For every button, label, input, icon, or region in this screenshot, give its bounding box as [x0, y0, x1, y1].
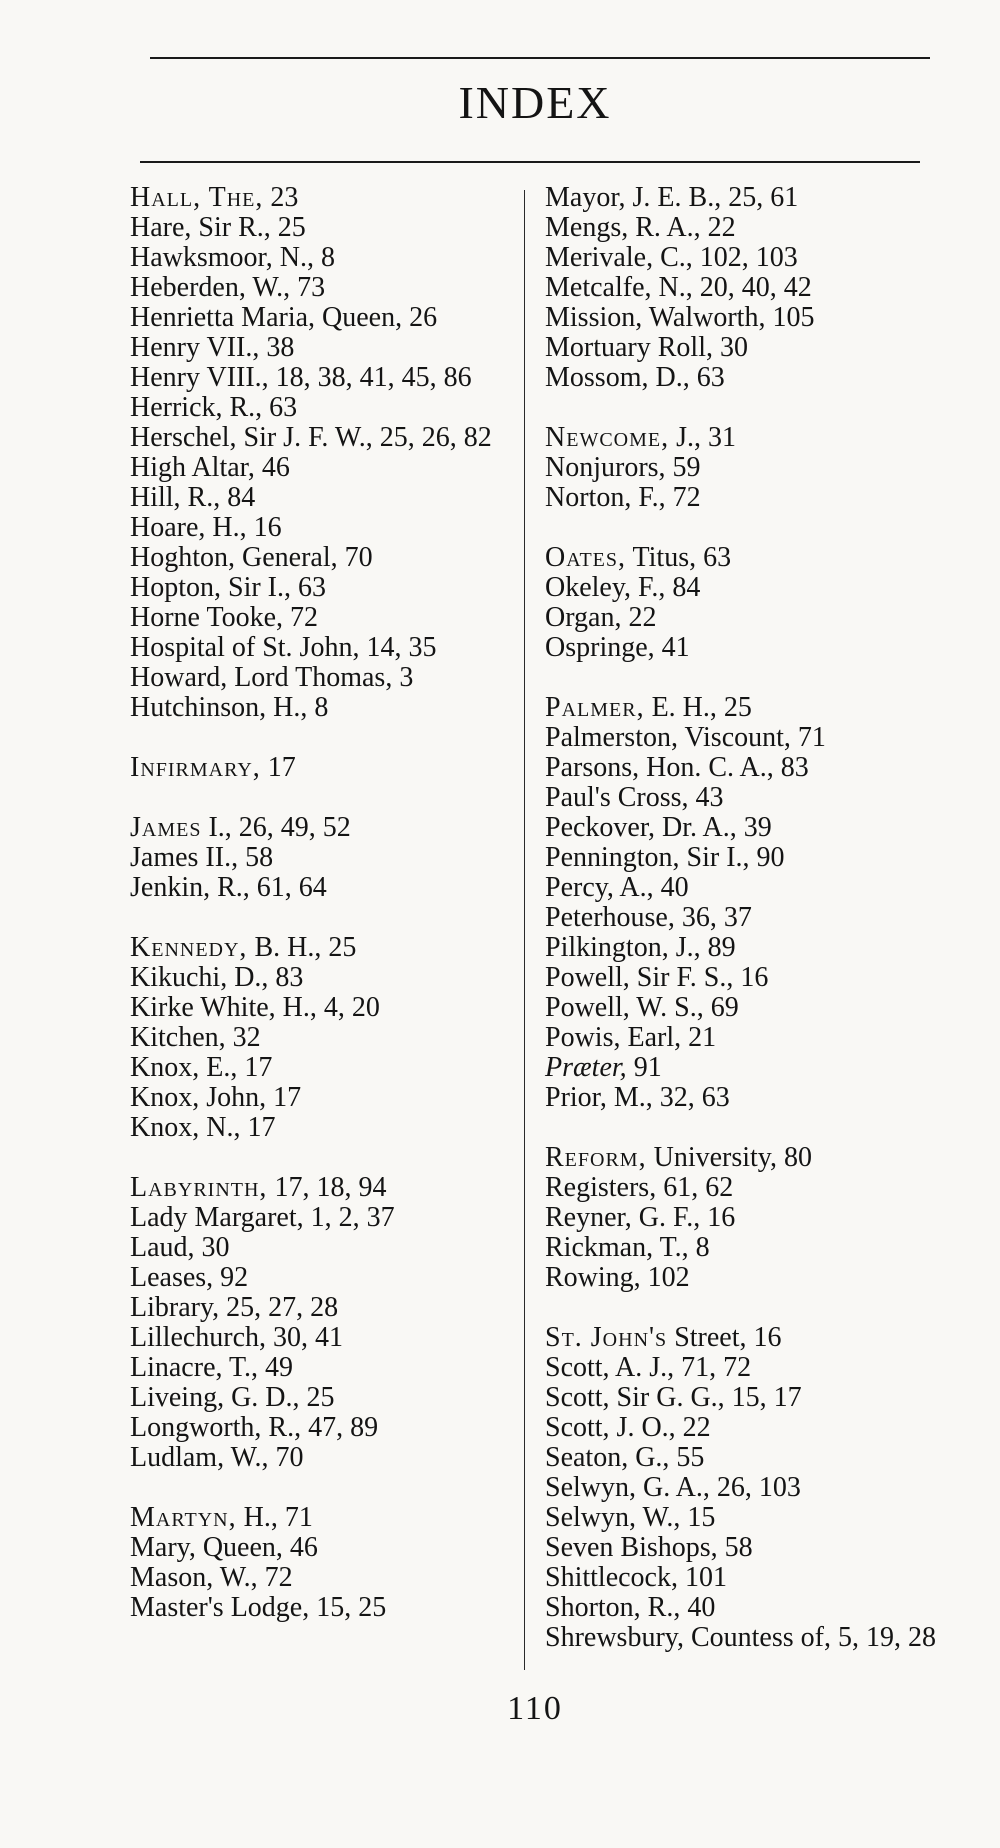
section-gap — [130, 1143, 520, 1173]
index-entry-lead: James — [130, 812, 202, 843]
index-entry: Reyner, G. F., 16 — [545, 1202, 736, 1233]
index-entry-lead: Martyn, — [130, 1502, 237, 1533]
index-entry: Shrewsbury, Countess of, 5, 19, 28 — [545, 1622, 936, 1653]
index-entry: Knox, N., 17 — [130, 1112, 276, 1143]
index-entry: Jenkin, R., 61, 64 — [130, 872, 327, 903]
index-entry: Henrietta Maria, Queen, 26 — [130, 302, 438, 333]
index-entry: Norton, F., 72 — [545, 482, 701, 513]
index-entry: Mason, W., 72 — [130, 1562, 293, 1593]
index-entry: Heberden, W., 73 — [130, 272, 326, 303]
section-gap — [545, 1113, 945, 1143]
index-entry: Herschel, Sir J. F. W., 25, 26, 82 — [130, 422, 492, 453]
index-entry — [545, 693, 945, 723]
index-entry: Prior, M., 32, 63 — [545, 1082, 730, 1113]
index-entry: Powell, Sir F. S., 16 — [545, 962, 769, 993]
index-entry: Kitchen, 32 — [130, 1022, 261, 1053]
index-entry: Peckover, Dr. A., 39 — [545, 812, 772, 843]
index-entry: Mary, Queen, 46 — [130, 1532, 318, 1563]
index-entry: Organ, 22 — [545, 602, 657, 633]
index-entry-lead: Oates, — [545, 542, 627, 573]
page-number: 110 — [507, 1690, 563, 1727]
index-entry: Okeley, F., 84 — [545, 572, 701, 603]
index-entry-pages: Street, 16 — [667, 1322, 782, 1353]
index-entry: Scott, J. O., 22 — [545, 1412, 711, 1443]
index-entry — [545, 423, 945, 453]
index-entry: Shorton, R., 40 — [545, 1592, 716, 1623]
index-entry — [130, 933, 520, 963]
index-entry: Hopton, Sir I., 63 — [130, 572, 326, 603]
index-entry: Hawksmoor, N., 8 — [130, 242, 335, 273]
index-entry-lead: Labyrinth, — [130, 1172, 268, 1203]
index-entry: Paul's Cross, 43 — [545, 782, 724, 813]
index-entry: Hoare, H., 16 — [130, 512, 282, 543]
index-entry: Hare, Sir R., 25 — [130, 212, 306, 243]
index-entry: Linacre, T., 49 — [130, 1352, 294, 1383]
index-entry-pages: University, 80 — [646, 1142, 812, 1173]
index-entry: Percy, A., 40 — [545, 872, 689, 903]
index-entry: Powell, W. S., 69 — [545, 992, 739, 1023]
index-entry — [130, 813, 520, 843]
index-entry: Merivale, C., 102, 103 — [545, 242, 798, 273]
section-gap — [130, 903, 520, 933]
index-entry: Laud, 30 — [130, 1232, 230, 1263]
index-entry-pages: Titus, 63 — [626, 542, 732, 573]
index-entry: Mortuary Roll, 30 — [545, 332, 748, 363]
index-entry-pages: 23 — [263, 182, 299, 213]
index-entry: Leases, 92 — [130, 1262, 249, 1293]
index-entry-pages: I., 26, 49, 52 — [201, 812, 351, 843]
index-entry-pages: J., 31 — [669, 422, 737, 453]
index-entry-pages: 17 — [260, 752, 296, 783]
section-gap — [130, 723, 520, 753]
index-entry: Liveing, G. D., 25 — [130, 1382, 335, 1413]
index-entry: Longworth, R., 47, 89 — [130, 1412, 379, 1443]
index-entry-pages: H., 71 — [236, 1502, 313, 1533]
page-title: INDEX — [458, 77, 612, 128]
index-entry — [130, 753, 520, 783]
index-entry: Pennington, Sir I., 90 — [545, 842, 785, 873]
index-entry: Library, 25, 27, 28 — [130, 1292, 339, 1323]
index-entry: Ludlam, W., 70 — [130, 1442, 304, 1473]
index-entry-pages: 91 — [626, 1052, 662, 1083]
index-entry: Nonjurors, 59 — [545, 452, 701, 483]
index-entry — [545, 1323, 945, 1353]
index-entry: Seaton, G., 55 — [545, 1442, 705, 1473]
index-entry: Mossom, D., 63 — [545, 362, 725, 393]
index-entry: Mission, Walworth, 105 — [545, 302, 815, 333]
index-entry: Knox, E., 17 — [130, 1052, 273, 1083]
index-entry-lead: Infirmary, — [130, 752, 261, 783]
index-entry: Powis, Earl, 21 — [545, 1022, 717, 1053]
section-gap — [545, 1293, 945, 1323]
index-entry: Metcalfe, N., 20, 40, 42 — [545, 272, 812, 303]
index-entry-lead: Newcome, — [545, 422, 670, 453]
index-entry: Lillechurch, 30, 41 — [130, 1322, 344, 1353]
index-entry-lead: Kennedy, — [130, 932, 248, 963]
index-entry: Herrick, R., 63 — [130, 392, 298, 423]
top-rule — [150, 57, 930, 59]
index-entry: Scott, A. J., 71, 72 — [545, 1352, 752, 1383]
section-gap — [545, 393, 945, 423]
index-entry: Parsons, Hon. C. A., 83 — [545, 752, 809, 783]
index-entry: Hutchinson, H., 8 — [130, 692, 329, 723]
index-entry: Scott, Sir G. G., 15, 17 — [545, 1382, 802, 1413]
column-divider — [524, 190, 525, 1670]
index-entry — [130, 1503, 520, 1533]
index-entry: Hospital of St. John, 14, 35 — [130, 632, 437, 663]
title-underline-rule — [140, 161, 920, 163]
index-entry — [130, 1173, 520, 1203]
section-gap — [130, 1473, 520, 1503]
index-entry-lead: Palmer, — [545, 692, 645, 723]
index-entry-pages: E. H., 25 — [644, 692, 752, 723]
index-column-right — [545, 183, 945, 1653]
index-entry: Henry VII., 38 — [130, 332, 295, 363]
section-gap — [545, 513, 945, 543]
index-entry — [545, 1143, 945, 1173]
index-entry: Master's Lodge, 15, 25 — [130, 1592, 387, 1623]
index-entry-lead: Præter, — [545, 1052, 627, 1083]
index-entry: Peterhouse, 36, 37 — [545, 902, 752, 933]
index-entry-pages: B. H., 25 — [247, 932, 357, 963]
index-entry: Registers, 61, 62 — [545, 1172, 734, 1203]
index-entry: Kikuchi, D., 83 — [130, 962, 304, 993]
index-entry: High Altar, 46 — [130, 452, 290, 483]
index-entry: Horne Tooke, 72 — [130, 602, 319, 633]
index-entry: Hoghton, General, 70 — [130, 542, 373, 573]
index-entry: Ospringe, 41 — [545, 632, 690, 663]
index-entry: Palmerston, Viscount, 71 — [545, 722, 826, 753]
index-entry: Mengs, R. A., 22 — [545, 212, 736, 243]
index-entry: Seven Bishops, 58 — [545, 1532, 753, 1563]
section-gap — [545, 663, 945, 693]
index-entry: James II., 58 — [130, 842, 274, 873]
index-entry: Mayor, J. E. B., 25, 61 — [545, 182, 799, 213]
index-entry: Selwyn, W., 15 — [545, 1502, 716, 1533]
index-entry: Lady Margaret, 1, 2, 37 — [130, 1202, 395, 1233]
index-entry: Selwyn, G. A., 26, 103 — [545, 1472, 801, 1503]
index-entry — [545, 1053, 945, 1083]
index-entry: Rickman, T., 8 — [545, 1232, 710, 1263]
index-entry — [130, 183, 520, 213]
index-entry: Rowing, 102 — [545, 1262, 690, 1293]
index-entry: Henry VIII., 18, 38, 41, 45, 86 — [130, 362, 472, 393]
index-entry-pages: 17, 18, 94 — [267, 1172, 387, 1203]
index-entry-lead: Reform, — [545, 1142, 647, 1173]
index-entry: Shittlecock, 101 — [545, 1562, 727, 1593]
index-entry: Knox, John, 17 — [130, 1082, 302, 1113]
index-entry: Pilkington, J., 89 — [545, 932, 736, 963]
index-column-left — [130, 183, 520, 1623]
section-gap — [130, 783, 520, 813]
index-entry: Hill, R., 84 — [130, 482, 256, 513]
index-entry: Howard, Lord Thomas, 3 — [130, 662, 414, 693]
index-entry-lead: St. John's — [545, 1322, 668, 1353]
index-entry — [545, 543, 945, 573]
index-entry: Kirke White, H., 4, 20 — [130, 992, 380, 1023]
index-entry-lead: Hall, The, — [130, 182, 264, 213]
